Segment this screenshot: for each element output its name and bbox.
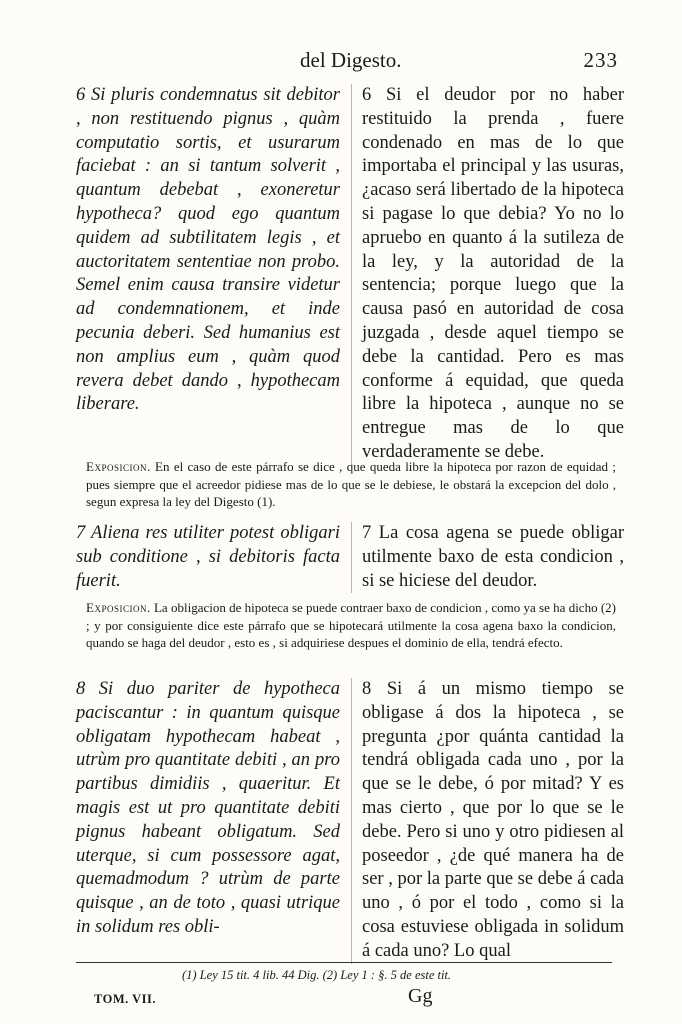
exposition-label: Exposicion. [86, 459, 151, 474]
spanish-column [362, 522, 624, 593]
latin-column [76, 522, 340, 593]
running-title: del Digesto. [300, 48, 402, 72]
spanish-text: 8 Si á un mismo tiempo se obligase á dos la hipoteca , se pregunta ¿por quánta cantidad la tendrá obligada cada uno , por la que se le debe, ó por mitad? Y es mas cierto , que por lo que se le debe. Pero si uno y otro pidiesen al poseedor , ¿de qué manera ha de ser , por la parte que se debe á cada uno , ó por el todo , como si la cosa estuviese obligada in solidum á cada uno? Lo qual [362, 679, 624, 961]
footnote: (1) Ley 15 tit. 4 lib. 44 Dig. (2) Ley 1 : §. 5 de este tit. [182, 968, 452, 982]
section-8 [76, 678, 624, 964]
latin-column [76, 678, 340, 964]
spanish-column [362, 678, 624, 964]
column-divider [351, 522, 352, 593]
volume-label: TOM. VII. [94, 992, 157, 1006]
exposition-text: En el caso de este párrafo se dice , que queda libre la hipoteca por razon de equidad ; pues siempre que el acreedor pidiese mas de lo que se le debiese, le obstará la excepcion del dolo , segun expresa la ley del Digesto (1). [86, 459, 616, 510]
exposition-text: La obligacion de hipoteca se puede contraer baxo de condicion , como ya se ha dicho (2) ; y por consiguiente dice este párrafo que se hipotecará utilmente la cosa agena baxo la condicion, quando se haga del deudor , esto es , si adquiriese despues el dominio de ella, tendrá efecto. [86, 600, 617, 651]
latin-text: 8 Si duo pariter de hypotheca paciscantur : in quantum quisque obligatam hypothecam habeat , utrùm pro quantitate debiti , an pro partibus dimidiis , quaeritur. Et magis est ut pro quantitate debiti pignus habeant obligatum. Sed uterque, si cum possessore agat, quemadmodum ? utrùm de parte quisque , an de toto , quasi utrique in solidum res obli- [76, 679, 340, 937]
column-divider [351, 678, 352, 964]
section-7 [76, 522, 624, 593]
exposition-6 [86, 458, 616, 511]
spanish-text: 7 La cosa agena se puede obligar utilmente baxo de esta condicion , si se hiciese del deudor. [362, 523, 624, 591]
page-number: 233 [583, 48, 618, 72]
spanish-text: 6 Si el deudor por no haber restituido la prenda , fuere condenado en mas de lo que importaba el principal y las usuras, ¿acaso será libertado de la hipoteca si pagase lo que debia? Yo no lo apruebo en quanto á la sutileza de la ley, y la autoridad de la sentencia; porque luego que la causa pasó en autoridad de cosa juzgada , desde aquel tiempo se debe la cantidad. Pero es mas conforme á equidad, que queda libre la hipoteca , aunque no se entregue mas de lo que verdaderamente se debe. [362, 85, 624, 462]
signature-mark: Gg [408, 985, 433, 1007]
latin-text: 6 Si pluris condemnatus sit debitor , non restituendo pignus , quàm computatio sortis, et usurarum faciebat : an si tantum solverit , quantum debebat , exoneretur hypotheca? quod ego quantum quidem ad subtilitatem legis , et auctoritatem sententiae non probo. Semel enim causa transire videtur ad condemnationem, et inde pecunia deberi. Sed humanius est non amplius eum , quàm quod revera debet dando , hypothecam liberare. [76, 85, 340, 415]
latin-text: 7 Aliena res utiliter potest obligari sub conditione , si debitoris facta fuerit. [76, 523, 340, 591]
footnote-rule [76, 962, 612, 963]
spanish-column [362, 84, 624, 465]
page-header [0, 48, 682, 72]
column-divider [351, 84, 352, 465]
section-6 [76, 84, 624, 465]
exposition-7 [86, 599, 616, 652]
latin-column [76, 84, 340, 465]
exposition-label: Exposicion. [86, 600, 151, 615]
